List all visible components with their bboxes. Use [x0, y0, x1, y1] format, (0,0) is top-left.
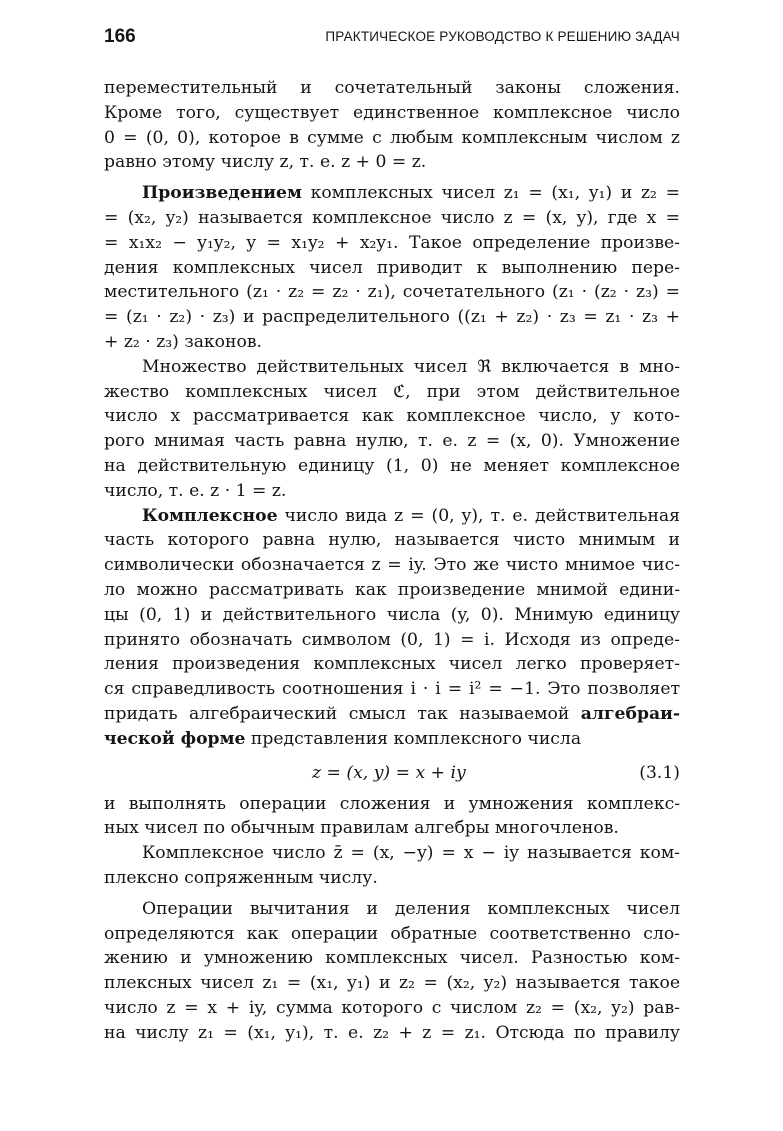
paragraph-real-numbers: [104, 355, 680, 504]
text-line: = (x₂, y₂) называется комплексное число z = (x, y), где x =: [104, 207, 680, 228]
text-line: часть которого равна нулю, называется чисто мнимым и: [104, 530, 680, 551]
text-line: плексно сопряженным числу.: [104, 867, 378, 888]
text-line: = (z₁ · z₂) · z₃) и распределительного ((z₁ + z₂) · z₃ = z₁ · z₃ +: [104, 307, 680, 328]
text-line: цы (0, 1) и действительного числа (y, 0). Мнимую единицу: [104, 604, 680, 625]
text-line: = x₁x₂ − y₁y₂, y = x₁y₂ + x₂y₁. Такое определение произве-: [104, 232, 680, 253]
text-line: дения комплексных чисел приводит к выполнению пере-: [104, 257, 680, 278]
text-line: Операции вычитания и деления комплексных чисел: [142, 898, 680, 919]
text-line: рого мнимая часть равна нулю, т. е. z = (x, 0). Умножение: [104, 431, 680, 452]
term-algebraic-form: ческой форме: [104, 728, 246, 749]
text-line: жество комплексных чисел ℭ, при этом действительное: [104, 381, 680, 402]
text-line: принято обозначать символом (0, 1) = i. Исходя из опреде-: [104, 629, 680, 650]
paragraph-addition-laws: [104, 76, 680, 175]
text-line: Произведением комплексных чисел z₁ = (x₁, y₁) и z₂ =: [142, 183, 680, 204]
text-line: переместительный и сочетательный законы сложения.: [104, 78, 680, 98]
text-line: придать алгебраический смысл так называемой алгебраи-: [104, 703, 680, 724]
text-line: ных чисел по обычным правилам алгебры многочленов.: [104, 818, 619, 839]
algebraic-form-formula: z = (x, y) = x + iy: [312, 762, 466, 783]
text-line: плексных чисел z₁ = (x₁, y₁) и z₂ = (x₂, y₂) называется такое: [104, 973, 680, 994]
page-header: [104, 26, 680, 52]
text-line: равно этому числу z, т. е. z + 0 = z.: [104, 152, 427, 173]
equation-3-1: [104, 756, 680, 790]
term-product: Произведением: [142, 183, 302, 204]
text-line: 0 = (0, 0), которое в сумме с любым комплексным числом z: [104, 127, 680, 148]
paragraph-subtraction-division: [104, 897, 680, 1046]
paragraph-conjugate: [104, 841, 680, 891]
equation-number: (3.1): [639, 762, 680, 783]
text-line: ческой форме представления комплексного числа: [104, 728, 582, 749]
text-line: ления произведения комплексных чисел легко проверяет-: [104, 654, 680, 675]
text-line: Комплексное число z̄ = (x, −y) = x − iy называется ком-: [142, 843, 680, 864]
text-line: Множество действительных чисел ℜ включается в мно-: [142, 356, 680, 377]
text-line: жению и умножению комплексных чисел. Разностью ком-: [104, 948, 680, 969]
running-title: ПРАКТИЧЕСКОЕ РУКОВОДСТВО К РЕШЕНИЮ ЗАДАЧ: [325, 29, 680, 44]
text-line: местительного (z₁ · z₂ = z₂ · z₁), сочетательного (z₁ · (z₂ · z₃) =: [104, 282, 680, 303]
text-line: число x рассматривается как комплексное число, у кото-: [104, 406, 680, 427]
text-line: Кроме того, существует единственное комплексное число: [104, 102, 680, 123]
text-line: Комплексное число вида z = (0, y), т. е. действительная: [142, 505, 680, 526]
page-number: 166: [104, 26, 136, 47]
paragraph-operations: [104, 792, 680, 842]
text-line: на действительную единицу (1, 0) не меняет комплексное: [104, 455, 680, 476]
text-line: + z₂ · z₃) законов.: [104, 331, 262, 352]
text-line: ся справедливость соотношения i · i = i² = −1. Это позволяет: [104, 679, 680, 700]
text-line: и выполнять операции сложения и умножения комплекс-: [104, 793, 680, 814]
text-line: ло можно рассматривать как произведение мнимой едини-: [104, 579, 680, 600]
paragraph-product-definition: [104, 181, 680, 355]
paragraph-imaginary-unit: [104, 504, 680, 752]
text-line: число z = x + iy, сумма которого с числом z₂ = (x₂, y₂) рав-: [104, 997, 680, 1018]
main-text: [104, 76, 680, 1045]
text-line: число, т. е. z · 1 = z.: [104, 480, 287, 501]
text-line: символически обозначается z = iy. Это же чисто мнимое чис-: [104, 555, 680, 576]
text-line: определяются как операции обратные соответственно сло-: [104, 923, 680, 944]
term-algebraic: алгебраи-: [580, 703, 680, 724]
term-complex: Комплексное: [142, 505, 278, 526]
text-line: на числу z₁ = (x₁, y₁), т. е. z₂ + z = z₁. Отсюда по правилу: [104, 1022, 680, 1043]
